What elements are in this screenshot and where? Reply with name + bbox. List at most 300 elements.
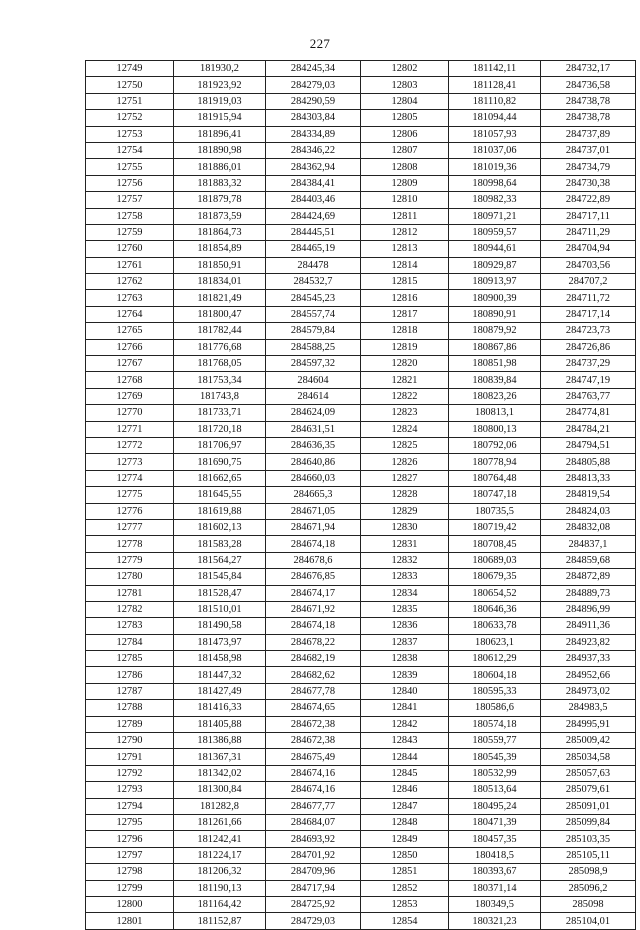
- x-coordinate-cell: 181896,41: [174, 126, 266, 142]
- y-coordinate-cell: 284726,86: [541, 339, 636, 355]
- point-number-cell: 12770: [86, 405, 174, 421]
- table-row: [86, 733, 636, 749]
- point-number-cell: 12752: [86, 110, 174, 126]
- y-coordinate-cell: 284346,22: [266, 142, 361, 158]
- point-number-cell: 12758: [86, 208, 174, 224]
- x-coordinate-cell: 181854,89: [174, 241, 266, 257]
- point-number-cell: 12848: [361, 814, 449, 830]
- y-coordinate-cell: 284665,3: [266, 487, 361, 503]
- table-row: [86, 814, 636, 830]
- x-coordinate-cell: 180800,13: [449, 421, 541, 437]
- point-number-cell: 12802: [361, 61, 449, 77]
- coordinates-table-body: [86, 61, 636, 930]
- y-coordinate-cell: 285096,2: [541, 880, 636, 896]
- x-coordinate-cell: 181850,91: [174, 257, 266, 273]
- x-coordinate-cell: 181190,13: [174, 880, 266, 896]
- x-coordinate-cell: 180879,92: [449, 323, 541, 339]
- x-coordinate-cell: 180418,5: [449, 847, 541, 863]
- point-number-cell: 12836: [361, 618, 449, 634]
- x-coordinate-cell: 181545,84: [174, 569, 266, 585]
- point-number-cell: 12760: [86, 241, 174, 257]
- table-row: [86, 142, 636, 158]
- x-coordinate-cell: 180929,87: [449, 257, 541, 273]
- x-coordinate-cell: 181206,32: [174, 864, 266, 880]
- point-number-cell: 12753: [86, 126, 174, 142]
- x-coordinate-cell: 181834,01: [174, 274, 266, 290]
- point-number-cell: 12757: [86, 192, 174, 208]
- point-number-cell: 12822: [361, 388, 449, 404]
- x-coordinate-cell: 180735,5: [449, 503, 541, 519]
- point-number-cell: 12849: [361, 831, 449, 847]
- x-coordinate-cell: 181224,17: [174, 847, 266, 863]
- point-number-cell: 12816: [361, 290, 449, 306]
- table-row: [86, 356, 636, 372]
- point-number-cell: 12765: [86, 323, 174, 339]
- point-number-cell: 12762: [86, 274, 174, 290]
- y-coordinate-cell: 284736,58: [541, 77, 636, 93]
- x-coordinate-cell: 181057,93: [449, 126, 541, 142]
- point-number-cell: 12754: [86, 142, 174, 158]
- point-number-cell: 12804: [361, 93, 449, 109]
- table-row: [86, 700, 636, 716]
- point-number-cell: 12854: [361, 913, 449, 929]
- table-row: [86, 585, 636, 601]
- y-coordinate-cell: 284889,73: [541, 585, 636, 601]
- y-coordinate-cell: 284717,94: [266, 880, 361, 896]
- point-number-cell: 12772: [86, 437, 174, 453]
- point-number-cell: 12847: [361, 798, 449, 814]
- y-coordinate-cell: 284717,11: [541, 208, 636, 224]
- table-row: [86, 437, 636, 453]
- x-coordinate-cell: 180971,21: [449, 208, 541, 224]
- table-row: [86, 749, 636, 765]
- point-number-cell: 12793: [86, 782, 174, 798]
- x-coordinate-cell: 181782,44: [174, 323, 266, 339]
- table-row: [86, 470, 636, 486]
- x-coordinate-cell: 180321,23: [449, 913, 541, 929]
- y-coordinate-cell: 284805,88: [541, 454, 636, 470]
- point-number-cell: 12819: [361, 339, 449, 355]
- y-coordinate-cell: 284384,41: [266, 175, 361, 191]
- x-coordinate-cell: 180900,39: [449, 290, 541, 306]
- y-coordinate-cell: 284403,46: [266, 192, 361, 208]
- table-row: [86, 290, 636, 306]
- point-number-cell: 12798: [86, 864, 174, 880]
- point-number-cell: 12845: [361, 765, 449, 781]
- y-coordinate-cell: 284693,92: [266, 831, 361, 847]
- point-number-cell: 12807: [361, 142, 449, 158]
- x-coordinate-cell: 181473,97: [174, 634, 266, 650]
- y-coordinate-cell: 285103,35: [541, 831, 636, 847]
- x-coordinate-cell: 180747,18: [449, 487, 541, 503]
- point-number-cell: 12846: [361, 782, 449, 798]
- x-coordinate-cell: 180913,97: [449, 274, 541, 290]
- x-coordinate-cell: 180851,98: [449, 356, 541, 372]
- x-coordinate-cell: 180604,18: [449, 667, 541, 683]
- x-coordinate-cell: 181447,32: [174, 667, 266, 683]
- x-coordinate-cell: 181416,33: [174, 700, 266, 716]
- table-row: [86, 372, 636, 388]
- y-coordinate-cell: 284465,19: [266, 241, 361, 257]
- y-coordinate-cell: 284660,03: [266, 470, 361, 486]
- x-coordinate-cell: 181405,88: [174, 716, 266, 732]
- point-number-cell: 12766: [86, 339, 174, 355]
- point-number-cell: 12803: [361, 77, 449, 93]
- y-coordinate-cell: 284684,07: [266, 814, 361, 830]
- y-coordinate-cell: 284973,02: [541, 683, 636, 699]
- table-row: [86, 683, 636, 699]
- point-number-cell: 12780: [86, 569, 174, 585]
- y-coordinate-cell: 285091,01: [541, 798, 636, 814]
- table-row: [86, 208, 636, 224]
- x-coordinate-cell: 180513,64: [449, 782, 541, 798]
- y-coordinate-cell: 284784,21: [541, 421, 636, 437]
- point-number-cell: 12769: [86, 388, 174, 404]
- x-coordinate-cell: 180998,64: [449, 175, 541, 191]
- y-coordinate-cell: 284671,94: [266, 519, 361, 535]
- x-coordinate-cell: 181528,47: [174, 585, 266, 601]
- table-row: [86, 667, 636, 683]
- y-coordinate-cell: 284677,77: [266, 798, 361, 814]
- point-number-cell: 12831: [361, 536, 449, 552]
- x-coordinate-cell: 181915,94: [174, 110, 266, 126]
- y-coordinate-cell: 284896,99: [541, 601, 636, 617]
- x-coordinate-cell: 181690,75: [174, 454, 266, 470]
- point-number-cell: 12844: [361, 749, 449, 765]
- x-coordinate-cell: 181602,13: [174, 519, 266, 535]
- table-row: [86, 61, 636, 77]
- y-coordinate-cell: 284677,78: [266, 683, 361, 699]
- point-number-cell: 12756: [86, 175, 174, 191]
- x-coordinate-cell: 181883,32: [174, 175, 266, 191]
- point-number-cell: 12799: [86, 880, 174, 896]
- table-row: [86, 175, 636, 191]
- y-coordinate-cell: 284737,29: [541, 356, 636, 372]
- point-number-cell: 12785: [86, 651, 174, 667]
- point-number-cell: 12796: [86, 831, 174, 847]
- table-row: [86, 798, 636, 814]
- table-row: [86, 487, 636, 503]
- y-coordinate-cell: 284671,05: [266, 503, 361, 519]
- y-coordinate-cell: 284545,23: [266, 290, 361, 306]
- x-coordinate-cell: 181776,68: [174, 339, 266, 355]
- y-coordinate-cell: 284794,51: [541, 437, 636, 453]
- y-coordinate-cell: 284682,19: [266, 651, 361, 667]
- x-coordinate-cell: 180764,48: [449, 470, 541, 486]
- x-coordinate-cell: 181142,11: [449, 61, 541, 77]
- x-coordinate-cell: 181510,01: [174, 601, 266, 617]
- y-coordinate-cell: 284597,32: [266, 356, 361, 372]
- y-coordinate-cell: 284675,49: [266, 749, 361, 765]
- y-coordinate-cell: 285098: [541, 896, 636, 912]
- y-coordinate-cell: 284674,18: [266, 618, 361, 634]
- point-number-cell: 12809: [361, 175, 449, 191]
- point-number-cell: 12789: [86, 716, 174, 732]
- y-coordinate-cell: 284774,81: [541, 405, 636, 421]
- table-row: [86, 93, 636, 109]
- y-coordinate-cell: 284701,92: [266, 847, 361, 863]
- table-row: [86, 274, 636, 290]
- y-coordinate-cell: 284579,84: [266, 323, 361, 339]
- y-coordinate-cell: 284813,33: [541, 470, 636, 486]
- x-coordinate-cell: 180646,36: [449, 601, 541, 617]
- point-number-cell: 12771: [86, 421, 174, 437]
- x-coordinate-cell: 180708,45: [449, 536, 541, 552]
- y-coordinate-cell: 284703,56: [541, 257, 636, 273]
- y-coordinate-cell: 284923,82: [541, 634, 636, 650]
- point-number-cell: 12838: [361, 651, 449, 667]
- y-coordinate-cell: 284682,62: [266, 667, 361, 683]
- point-number-cell: 12812: [361, 224, 449, 240]
- x-coordinate-cell: 180813,1: [449, 405, 541, 421]
- point-number-cell: 12813: [361, 241, 449, 257]
- point-number-cell: 12810: [361, 192, 449, 208]
- point-number-cell: 12835: [361, 601, 449, 617]
- table-row: [86, 126, 636, 142]
- y-coordinate-cell: 284672,38: [266, 733, 361, 749]
- y-coordinate-cell: 284588,25: [266, 339, 361, 355]
- table-row: [86, 651, 636, 667]
- y-coordinate-cell: 285034,58: [541, 749, 636, 765]
- point-number-cell: 12764: [86, 306, 174, 322]
- point-number-cell: 12823: [361, 405, 449, 421]
- y-coordinate-cell: 284995,91: [541, 716, 636, 732]
- table-row: [86, 110, 636, 126]
- point-number-cell: 12776: [86, 503, 174, 519]
- y-coordinate-cell: 284722,89: [541, 192, 636, 208]
- x-coordinate-cell: 181743,8: [174, 388, 266, 404]
- point-number-cell: 12818: [361, 323, 449, 339]
- y-coordinate-cell: 284717,14: [541, 306, 636, 322]
- x-coordinate-cell: 181342,02: [174, 765, 266, 781]
- x-coordinate-cell: 180545,39: [449, 749, 541, 765]
- x-coordinate-cell: 181864,73: [174, 224, 266, 240]
- point-number-cell: 12783: [86, 618, 174, 634]
- y-coordinate-cell: 284734,79: [541, 159, 636, 175]
- table-row: [86, 552, 636, 568]
- y-coordinate-cell: 284738,78: [541, 93, 636, 109]
- table-row: [86, 519, 636, 535]
- x-coordinate-cell: 181886,01: [174, 159, 266, 175]
- point-number-cell: 12751: [86, 93, 174, 109]
- point-number-cell: 12800: [86, 896, 174, 912]
- point-number-cell: 12750: [86, 77, 174, 93]
- x-coordinate-cell: 180823,26: [449, 388, 541, 404]
- point-number-cell: 12811: [361, 208, 449, 224]
- point-number-cell: 12795: [86, 814, 174, 830]
- point-number-cell: 12773: [86, 454, 174, 470]
- table-row: [86, 536, 636, 552]
- y-coordinate-cell: 284725,92: [266, 896, 361, 912]
- table-row: [86, 454, 636, 470]
- point-number-cell: 12788: [86, 700, 174, 716]
- y-coordinate-cell: 284674,16: [266, 782, 361, 798]
- table-row: [86, 503, 636, 519]
- table-row: [86, 241, 636, 257]
- x-coordinate-cell: 181879,78: [174, 192, 266, 208]
- table-row: [86, 192, 636, 208]
- x-coordinate-cell: 181128,41: [449, 77, 541, 93]
- point-number-cell: 12821: [361, 372, 449, 388]
- table-row: [86, 405, 636, 421]
- point-number-cell: 12761: [86, 257, 174, 273]
- point-number-cell: 12784: [86, 634, 174, 650]
- x-coordinate-cell: 181873,59: [174, 208, 266, 224]
- point-number-cell: 12755: [86, 159, 174, 175]
- point-number-cell: 12830: [361, 519, 449, 535]
- x-coordinate-cell: 181490,58: [174, 618, 266, 634]
- point-number-cell: 12806: [361, 126, 449, 142]
- table-row: [86, 421, 636, 437]
- table-row: [86, 601, 636, 617]
- x-coordinate-cell: 180654,52: [449, 585, 541, 601]
- x-coordinate-cell: 180959,57: [449, 224, 541, 240]
- point-number-cell: 12791: [86, 749, 174, 765]
- y-coordinate-cell: 284362,94: [266, 159, 361, 175]
- point-number-cell: 12790: [86, 733, 174, 749]
- y-coordinate-cell: 285098,9: [541, 864, 636, 880]
- x-coordinate-cell: 181094,44: [449, 110, 541, 126]
- y-coordinate-cell: 284424,69: [266, 208, 361, 224]
- point-number-cell: 12801: [86, 913, 174, 929]
- point-number-cell: 12786: [86, 667, 174, 683]
- point-number-cell: 12808: [361, 159, 449, 175]
- y-coordinate-cell: 284937,33: [541, 651, 636, 667]
- x-coordinate-cell: 181821,49: [174, 290, 266, 306]
- point-number-cell: 12825: [361, 437, 449, 453]
- x-coordinate-cell: 181890,98: [174, 142, 266, 158]
- coordinates-table: [85, 60, 636, 930]
- point-number-cell: 12826: [361, 454, 449, 470]
- y-coordinate-cell: 284631,51: [266, 421, 361, 437]
- table-row: [86, 847, 636, 863]
- point-number-cell: 12759: [86, 224, 174, 240]
- y-coordinate-cell: 284911,36: [541, 618, 636, 634]
- point-number-cell: 12792: [86, 765, 174, 781]
- point-number-cell: 12820: [361, 356, 449, 372]
- point-number-cell: 12829: [361, 503, 449, 519]
- x-coordinate-cell: 181282,8: [174, 798, 266, 814]
- table-row: [86, 77, 636, 93]
- x-coordinate-cell: 181564,27: [174, 552, 266, 568]
- x-coordinate-cell: 180495,24: [449, 798, 541, 814]
- table-row: [86, 306, 636, 322]
- table-row: [86, 782, 636, 798]
- point-number-cell: 12852: [361, 880, 449, 896]
- x-coordinate-cell: 180393,67: [449, 864, 541, 880]
- x-coordinate-cell: 181261,66: [174, 814, 266, 830]
- point-number-cell: 12827: [361, 470, 449, 486]
- table-row: [86, 716, 636, 732]
- y-coordinate-cell: 284952,66: [541, 667, 636, 683]
- x-coordinate-cell: 180349,5: [449, 896, 541, 912]
- table-row: [86, 224, 636, 240]
- x-coordinate-cell: 181930,2: [174, 61, 266, 77]
- x-coordinate-cell: 181720,18: [174, 421, 266, 437]
- y-coordinate-cell: 285104,01: [541, 913, 636, 929]
- x-coordinate-cell: 180792,06: [449, 437, 541, 453]
- x-coordinate-cell: 181645,55: [174, 487, 266, 503]
- y-coordinate-cell: 284674,18: [266, 536, 361, 552]
- point-number-cell: 12842: [361, 716, 449, 732]
- table-row: [86, 880, 636, 896]
- point-number-cell: 12817: [361, 306, 449, 322]
- y-coordinate-cell: 284737,89: [541, 126, 636, 142]
- point-number-cell: 12779: [86, 552, 174, 568]
- y-coordinate-cell: 284674,17: [266, 585, 361, 601]
- y-coordinate-cell: 284859,68: [541, 552, 636, 568]
- x-coordinate-cell: 180471,39: [449, 814, 541, 830]
- table-row: [86, 634, 636, 650]
- x-coordinate-cell: 181427,49: [174, 683, 266, 699]
- y-coordinate-cell: 284245,34: [266, 61, 361, 77]
- y-coordinate-cell: 284614: [266, 388, 361, 404]
- point-number-cell: 12805: [361, 110, 449, 126]
- table-row: [86, 864, 636, 880]
- y-coordinate-cell: 284671,92: [266, 601, 361, 617]
- x-coordinate-cell: 181367,31: [174, 749, 266, 765]
- x-coordinate-cell: 180612,29: [449, 651, 541, 667]
- y-coordinate-cell: 284604: [266, 372, 361, 388]
- x-coordinate-cell: 181923,92: [174, 77, 266, 93]
- y-coordinate-cell: 284872,89: [541, 569, 636, 585]
- y-coordinate-cell: 284672,38: [266, 716, 361, 732]
- point-number-cell: 12853: [361, 896, 449, 912]
- x-coordinate-cell: 181753,34: [174, 372, 266, 388]
- table-row: [86, 388, 636, 404]
- x-coordinate-cell: 181583,28: [174, 536, 266, 552]
- x-coordinate-cell: 181662,65: [174, 470, 266, 486]
- point-number-cell: 12851: [361, 864, 449, 880]
- point-number-cell: 12824: [361, 421, 449, 437]
- x-coordinate-cell: 180633,78: [449, 618, 541, 634]
- x-coordinate-cell: 181110,82: [449, 93, 541, 109]
- point-number-cell: 12797: [86, 847, 174, 863]
- y-coordinate-cell: 284819,54: [541, 487, 636, 503]
- y-coordinate-cell: 284723,73: [541, 323, 636, 339]
- x-coordinate-cell: 180867,86: [449, 339, 541, 355]
- point-number-cell: 12775: [86, 487, 174, 503]
- y-coordinate-cell: 284676,85: [266, 569, 361, 585]
- x-coordinate-cell: 180586,6: [449, 700, 541, 716]
- x-coordinate-cell: 180778,94: [449, 454, 541, 470]
- y-coordinate-cell: 284707,2: [541, 274, 636, 290]
- x-coordinate-cell: 181768,05: [174, 356, 266, 372]
- x-coordinate-cell: 180982,33: [449, 192, 541, 208]
- y-coordinate-cell: 285057,63: [541, 765, 636, 781]
- x-coordinate-cell: 180457,35: [449, 831, 541, 847]
- x-coordinate-cell: 181300,84: [174, 782, 266, 798]
- y-coordinate-cell: 284983,5: [541, 700, 636, 716]
- y-coordinate-cell: 284674,16: [266, 765, 361, 781]
- table-row: [86, 913, 636, 929]
- point-number-cell: 12832: [361, 552, 449, 568]
- x-coordinate-cell: 181919,03: [174, 93, 266, 109]
- y-coordinate-cell: 284709,96: [266, 864, 361, 880]
- x-coordinate-cell: 180371,14: [449, 880, 541, 896]
- y-coordinate-cell: 284624,09: [266, 405, 361, 421]
- point-number-cell: 12749: [86, 61, 174, 77]
- point-number-cell: 12778: [86, 536, 174, 552]
- x-coordinate-cell: 181458,98: [174, 651, 266, 667]
- y-coordinate-cell: 284738,78: [541, 110, 636, 126]
- x-coordinate-cell: 180574,18: [449, 716, 541, 732]
- x-coordinate-cell: 180623,1: [449, 634, 541, 650]
- y-coordinate-cell: 285079,61: [541, 782, 636, 798]
- x-coordinate-cell: 180719,42: [449, 519, 541, 535]
- y-coordinate-cell: 284732,17: [541, 61, 636, 77]
- table-row: [86, 257, 636, 273]
